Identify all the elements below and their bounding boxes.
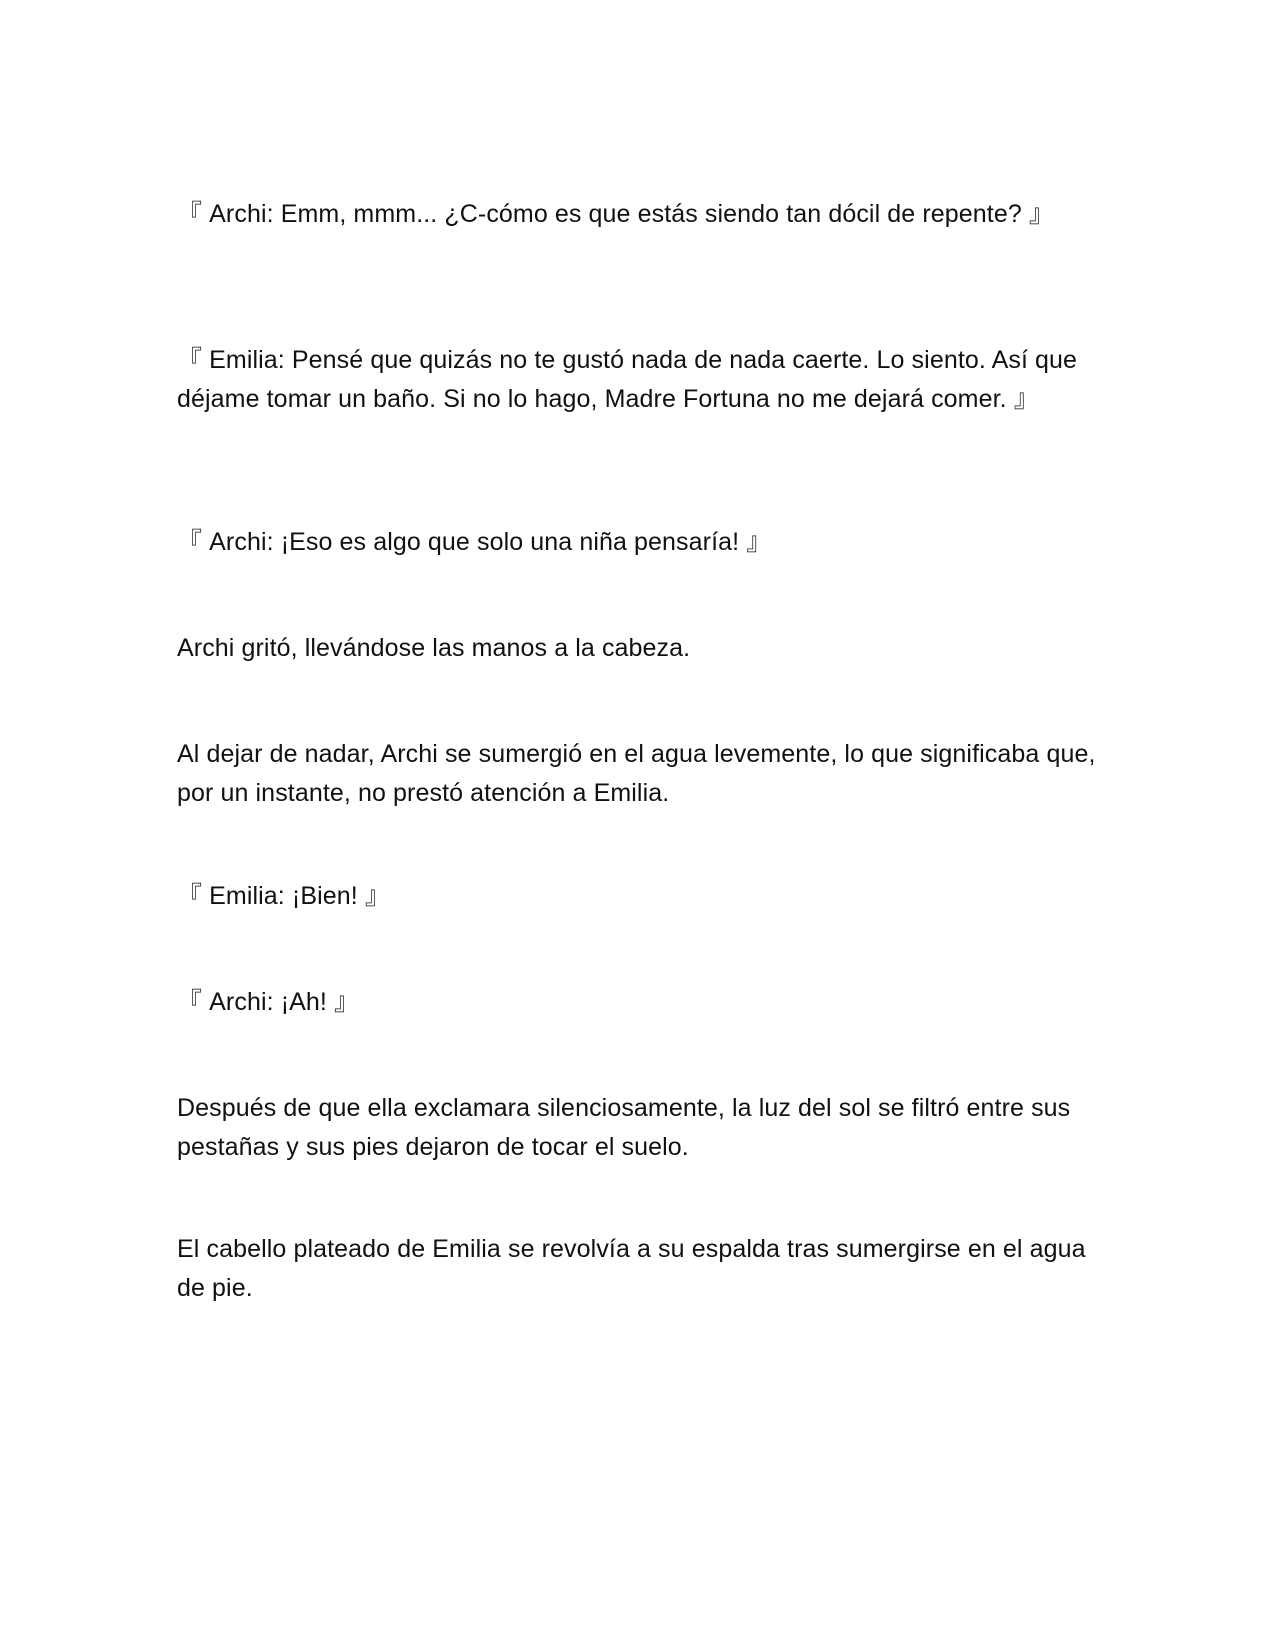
dialogue-paragraph: 『 Archi: Emm, mmm... ¿C-cómo es que estás siendo tan dócil de repente? 』: [177, 200, 1054, 228]
dialogue-paragraph: 『 Archi: ¡Ah! 』: [177, 988, 360, 1016]
dialogue-paragraph: 『 Emilia: Pensé que quizás no te gustó nada de nada caerte. Lo siento. Así que déjame tomar un baño. Si no lo hago, Madre Fortuna no me dejará comer. 』: [177, 346, 1078, 413]
dialogue-paragraph: 『 Emilia: ¡Bien! 』: [177, 882, 390, 910]
narration-paragraph: Archi gritó, llevándose las manos a la cabeza.: [177, 634, 691, 662]
narration-paragraph: Después de que ella exclamara silenciosamente, la luz del sol se filtró entre sus pestañas y sus pies dejaron de tocar el suelo.: [177, 1094, 1071, 1161]
narration-paragraph: El cabello plateado de Emilia se revolvía a su espalda tras sumergirse en el agua de pie.: [177, 1235, 1086, 1302]
dialogue-paragraph: 『 Archi: ¡Eso es algo que solo una niña pensaría! 』: [177, 528, 772, 556]
narration-paragraph: Al dejar de nadar, Archi se sumergió en el agua levemente, lo que significaba que, por un instante, no prestó atención a Emilia.: [177, 740, 1096, 807]
